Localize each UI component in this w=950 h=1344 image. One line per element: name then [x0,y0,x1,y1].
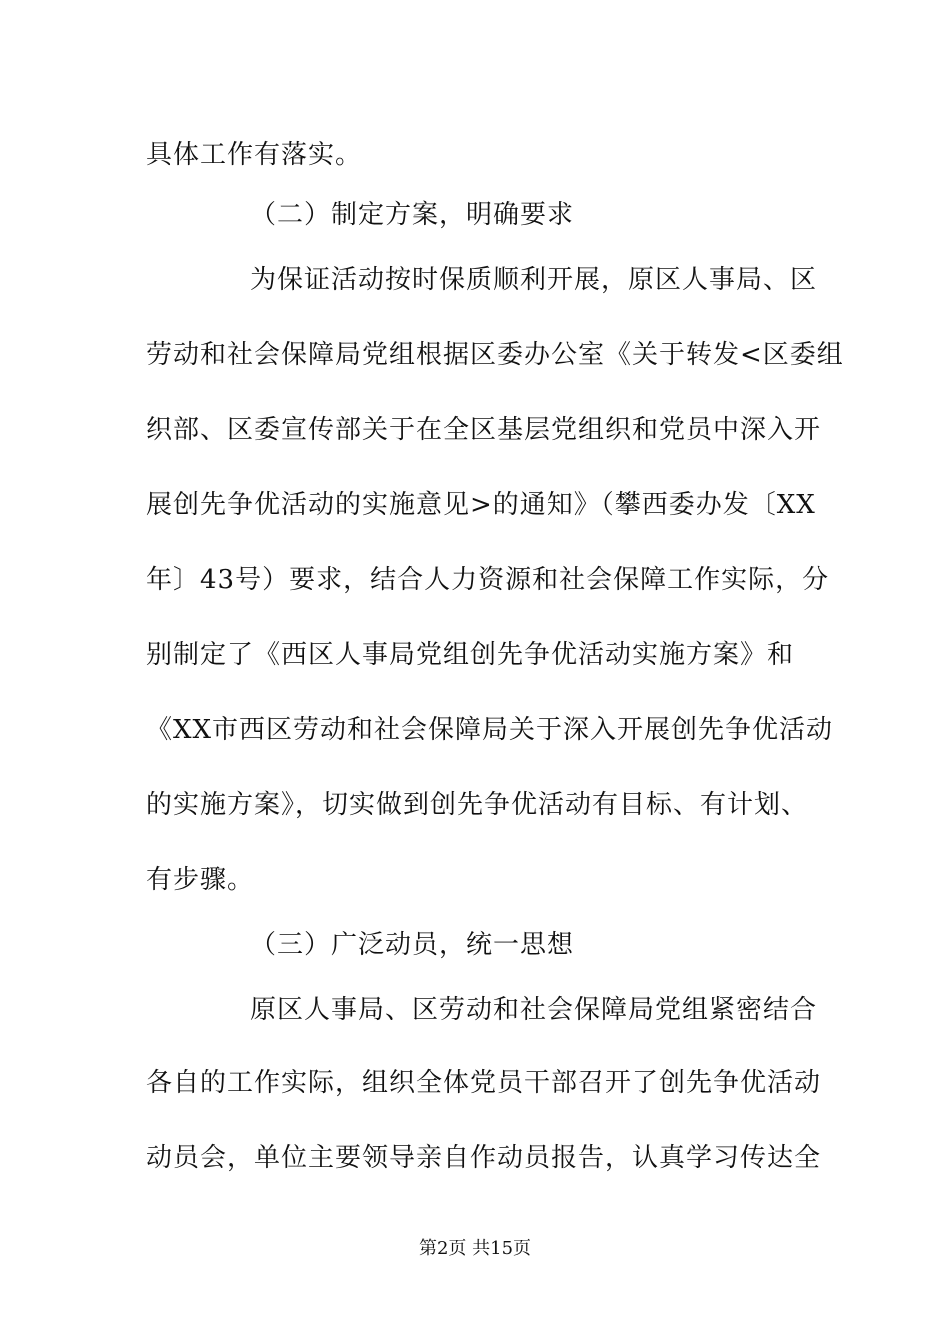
body-text-line: 展创先争优活动的实施意见>的通知》（攀西委办发〔XX [146,490,816,520]
body-text-line: 原区人事局、区劳动和社会保障局党组紧密结合 [250,995,818,1025]
body-text-line: 的实施方案》，切实做到创先争优活动有目标、有计划、 [146,790,809,820]
page-footer: 第2页 共15页 [418,1238,532,1259]
body-text-line: 动员会，单位主要领导亲自作动员报告，认真学习传达全 [146,1143,822,1173]
body-text-line: 劳动和社会保障局党组根据区委办公室《关于转发<区委组 [146,340,844,370]
section-heading: （三）广泛动员，统一思想 [250,930,575,960]
body-text-line: 年〕43号）要求，结合人力资源和社会保障工作实际，分 [146,565,830,595]
section-heading: （二）制定方案，明确要求 [250,200,575,230]
body-text-line: 各自的工作实际，组织全体党员干部召开了创先争优活动 [146,1068,822,1098]
body-text-line: 有步骤。 [146,865,255,895]
body-text-line: 别制定了《西区人事局党组创先争优活动实施方案》和 [146,640,795,670]
body-text-line: 织部、区委宣传部关于在全区基层党组织和党员中深入开 [146,415,822,445]
body-text-line: 具体工作有落实。 [146,140,363,170]
body-text-line: 《XX市西区劳动和社会保障局关于深入开展创先争优活动 [146,715,834,745]
body-text-line: 为保证活动按时保质顺利开展，原区人事局、区 [250,265,818,295]
